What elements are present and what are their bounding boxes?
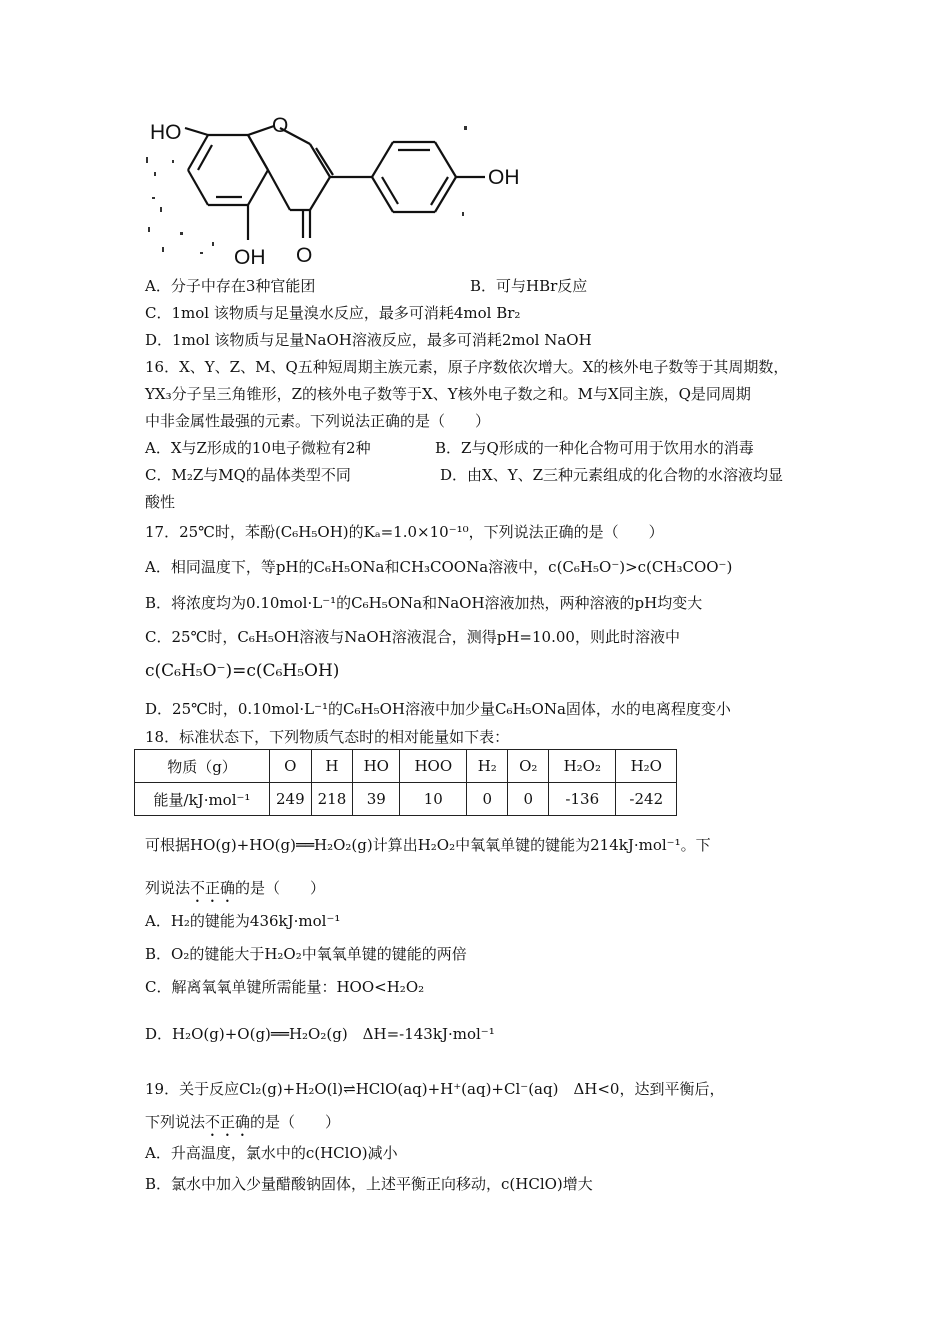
q19-stem: 19．关于反应Cl₂(g)+H₂O(l)⇌HClO(aq)+H⁺(aq)+Cl⁻(aq) ΔH<0，达到平衡后，	[145, 1080, 725, 1098]
q18-option-a: A．H₂的键能为436kJ·mol⁻¹	[145, 912, 341, 930]
q19-stem2-post: 的是（ ）	[250, 1113, 341, 1131]
q18-text2	[145, 877, 325, 906]
q19-stem2-pre: 下列说法	[145, 1113, 206, 1131]
q15-option-d: D．1mol 该物质与足量NaOH溶液反应，最多可消耗2mol NaOH	[145, 331, 592, 349]
table-cell: 0	[467, 783, 508, 816]
q17-option-a: A．相同温度下，等pH的C₆H₅ONa和CH₃COONa溶液中，c(C₆H₅O⁻)>c(CH₃COO⁻)	[145, 558, 733, 576]
table-cell: HOO	[400, 750, 467, 783]
struct-label-ring-o: O	[272, 114, 289, 137]
q15-option-a: A．分子中存在3种官能团	[145, 277, 316, 295]
energy-table	[134, 749, 677, 816]
q16-option-c: C．M₂Z与MQ的晶体类型不同	[145, 466, 351, 484]
q19-option-a: A．升高温度，氯水中的c(HClO)减小	[145, 1144, 398, 1162]
table-cell: 10	[400, 783, 467, 816]
q18-option-c: C．解离氧氧单键所需能量：HOO<H₂O₂	[145, 978, 425, 996]
table-cell: 218	[311, 783, 353, 816]
q18-option-b: B．O₂的键能大于H₂O₂中氧氧单键的键能的两倍	[145, 945, 467, 963]
struct-label-ho: HO	[150, 121, 182, 144]
table-cell: 能量/kJ·mol⁻¹	[135, 783, 270, 816]
table-cell: -242	[616, 783, 677, 816]
q18-option-d: D．H₂O(g)+O(g)══H₂O₂(g) ΔH=-143kJ·mol⁻¹	[145, 1025, 495, 1043]
table-cell: H	[311, 750, 353, 783]
struct-label-oh-right: OH	[488, 166, 520, 189]
q16-stem-line1: 16．X、Y、Z、M、Q五种短周期主族元素，原子序数依次增大。X的核外电子数等于其周期数，	[145, 358, 789, 376]
q17-option-c: C．25℃时，C₆H₅OH溶液与NaOH溶液混合，测得pH=10.00，则此时溶液中	[145, 628, 680, 646]
table-cell: H₂	[467, 750, 508, 783]
q16-option-a: A．X与Z形成的10电子微粒有2种	[145, 439, 371, 457]
q17-option-c-cont: c(C₆H₅O⁻)=c(C₆H₅OH)	[145, 661, 340, 681]
q19-stem2-emphasis: 不正确	[205, 1113, 251, 1131]
table-cell: -136	[549, 783, 616, 816]
q18-text2-emphasis: 不正确	[190, 879, 236, 897]
table-cell: O₂	[508, 750, 549, 783]
q16-stem-line2: YX₃分子呈三角锥形，Z的核外电子数等于X、Y核外电子数之和。M与X同主族，Q是同周期	[145, 385, 751, 403]
q18-text2-pre: 列说法	[145, 879, 191, 897]
table-cell: HO	[353, 750, 400, 783]
q17-option-b: B．将浓度均为0.10mol·L⁻¹的C₆H₅ONa和NaOH溶液加热，两种溶液的pH均变大	[145, 594, 703, 612]
q17-stem: 17．25℃时，苯酚(C₆H₅OH)的Kₐ=1.0×10⁻¹⁰，下列说法正确的是（ ）	[145, 523, 664, 541]
table-row	[135, 783, 677, 816]
struct-label-carbonyl-o: O	[296, 244, 313, 267]
q19-option-b: B．氯水中加入少量醋酸钠固体，上述平衡正向移动，c(HClO)增大	[145, 1175, 593, 1193]
q19-stem2	[145, 1111, 340, 1140]
q15-option-c: C．1mol 该物质与足量溴水反应，最多可消耗4mol Br₂	[145, 304, 521, 322]
q18-text2-post: 的是（ ）	[235, 879, 326, 897]
q18-text1: 可根据HO(g)+HO(g)══H₂O₂(g)计算出H₂O₂中氧氧单键的键能为214kJ·mol⁻¹。下	[145, 836, 711, 854]
q17-option-d: D．25℃时，0.10mol·L⁻¹的C₆H₅OH溶液中加少量C₆H₅ONa固体，水的电离程度变小	[145, 700, 731, 718]
q16-option-d-cont: 酸性	[145, 493, 176, 511]
table-row	[135, 750, 677, 783]
q16-stem-line3: 中非金属性最强的元素。下列说法正确的是（ ）	[145, 412, 491, 430]
table-cell: 249	[270, 783, 312, 816]
table-cell: H₂O	[616, 750, 677, 783]
table-cell: O	[270, 750, 312, 783]
table-cell: 39	[353, 783, 400, 816]
q18-stem: 18．标准状态下，下列物质气态时的相对能量如下表：	[145, 728, 510, 746]
table-cell: 0	[508, 783, 549, 816]
q16-option-d: D．由X、Y、Z三种元素组成的化合物的水溶液均显	[440, 466, 784, 484]
flavonoid-structure	[140, 112, 560, 272]
table-cell: 物质（g）	[135, 750, 270, 783]
q16-option-b: B．Z与Q形成的一种化合物可用于饮用水的消毒	[435, 439, 754, 457]
q15-option-b: B．可与HBr反应	[470, 277, 588, 295]
struct-label-oh-bottom: OH	[234, 246, 266, 269]
table-cell: H₂O₂	[549, 750, 616, 783]
